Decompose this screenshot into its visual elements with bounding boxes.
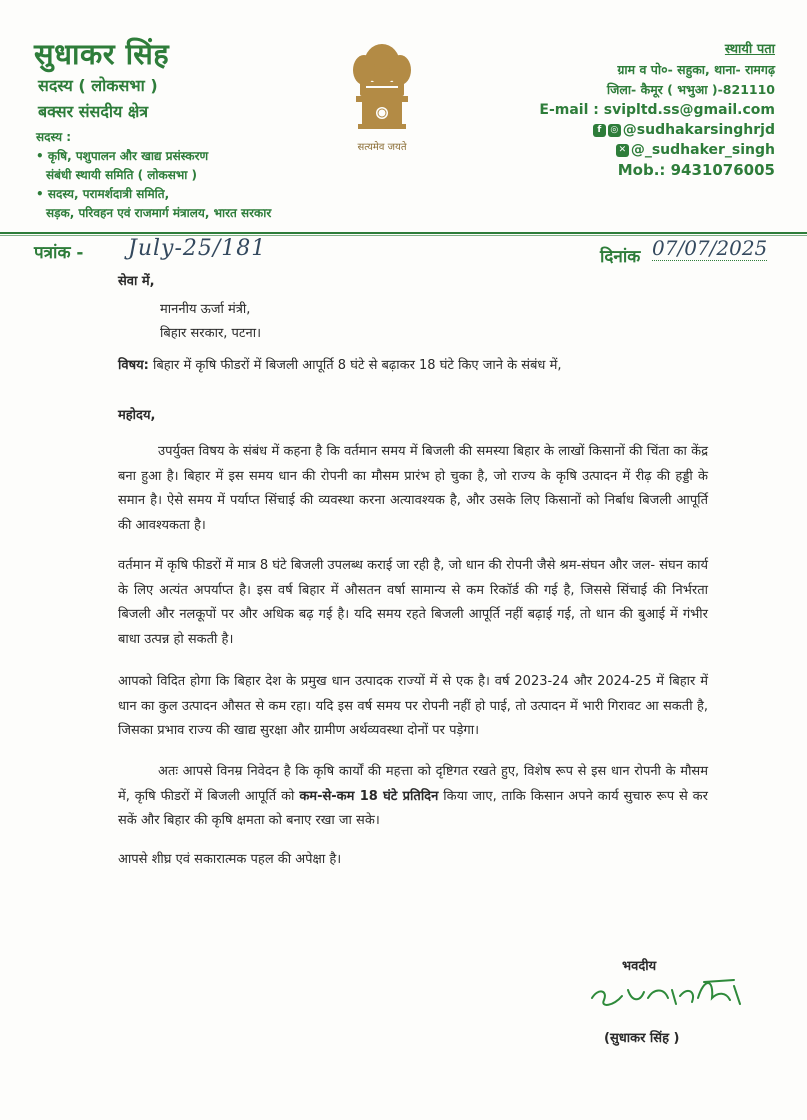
date-label: दिनांक <box>600 247 641 267</box>
national-emblem-icon <box>336 34 428 154</box>
social-handle-facebook-instagram <box>539 120 775 140</box>
permanent-address <box>539 40 775 180</box>
body-paragraph: वर्तमान में कृषि फीडरों में मात्र 8 घंटे बिजली उपलब्ध कराई जा रही है, जो धान की रोपनी जैसे श्रम-संघन और जल- संघन कार्य के लिए अत्यंत अपर्याप्त है। इस वर्ष बिहार में औसतन वर्षा सामान्य से कम रिकॉर्ड की गई है, जिससे सिंचाई की निर्भरता बिजली और नलकूपों पर और अधिक बढ़ गई है। यदि समय रहते बिजली आपूर्ति नहीं बढ़ाई गई, तो धान की बुआई में गंभीर बाधा उत्पन्न हो सकती है। <box>118 558 708 647</box>
member-item: सड़क, परिवहन एवं राजमार्ग मंत्रालय, भारत सरकार <box>46 206 272 220</box>
email-line: E-mail : svipltd.ss@gmail.com <box>539 102 775 118</box>
facebook-instagram-handle: @sudhakarsinghrjd <box>622 122 775 138</box>
recipient-line: बिहार सरकार, पटना। <box>160 326 261 341</box>
member-item: • कृषि, पशुपालन और खाद्य प्रसंस्करण <box>36 149 209 163</box>
body-paragraph: आपसे शीघ्र एवं सकारात्मक पहल की अपेक्षा है। <box>118 852 342 867</box>
instagram-icon: ◎ <box>608 124 621 137</box>
handwritten-signature <box>584 968 754 1018</box>
facebook-icon: f <box>593 124 606 137</box>
x-handle: @_sudhaker_singh <box>630 142 775 158</box>
reference-number: July-25/181 <box>128 236 267 261</box>
address-heading: स्थायी पता <box>724 42 775 57</box>
sender-designation: सदस्य ( लोकसभा ) <box>38 76 158 95</box>
social-handle-x <box>539 140 775 160</box>
body-paragraph: आपको विदित होगा कि बिहार देश के प्रमुख धान उत्पादक राज्यों में से एक है। वर्ष 2023-24 और 2024-25 में बिहार में धान का कुल उत्पादन औसत से कम रहा। यदि इस वर्ष समय पर रोपनी नहीं हो पाई, तो उत्पादन में भारी गिरावट आ सकती है, जिसका प्रभाव राज्य की खाद्य सुरक्षा और ग्रामीण अर्थव्यवस्था दोनों पर पड़ेगा। <box>118 674 708 738</box>
emblem-motto: सत्यमेव जयते <box>357 142 407 153</box>
request-highlight: कम-से-कम 18 घंटे प्रतिदिन <box>299 788 439 804</box>
closing: भवदीय <box>622 959 657 974</box>
sender-name: सुधाकर सिंह <box>34 37 170 71</box>
subject-label: विषय: <box>118 358 149 373</box>
body-paragraph <box>118 760 708 834</box>
x-icon: ✕ <box>616 144 629 157</box>
signer-name: (सुधाकर सिंह ) <box>604 1031 680 1046</box>
member-item: • सदस्य, परामर्शदात्री समिति, <box>36 187 170 201</box>
sender-constituency: बक्सर संसदीय क्षेत्र <box>38 102 149 121</box>
committee-membership <box>36 128 271 223</box>
member-item: संबंधी स्थायी समिति ( लोकसभा ) <box>46 168 198 182</box>
member-label: सदस्य : <box>36 130 72 144</box>
header-divider <box>0 232 807 234</box>
subject-text: बिहार में कृषि फीडरों में बिजली आपूर्ति 8 घंटे से बढ़ाकर 18 घंटे किए जाने के संबंध में, <box>148 358 562 373</box>
address-line: जिला- कैमूर ( भभुआ )-821110 <box>606 82 775 97</box>
request-text: अतः आपसे विनम्र निवेदन है कि कृषि कार्यों की महत्ता को दृष्टिगत रखते हुए, विशेष रूप से इस धान रोपनी के मौसम में, कृषि फीडरों में बिजली आपूर्ति को <box>118 764 708 804</box>
date-value: 07/07/2025 <box>652 236 768 260</box>
body-paragraph: उपर्युक्त विषय के संबंध में कहना है कि वर्तमान समय में बिजली की समस्या बिहार के लाखों किसानों की चिंता का केंद्र बना हुआ है। बिहार में इस समय धान की रोपनी का मौसम प्रारंभ हो चुका है, जो राज्य के कृषि उत्पादन में रीढ़ की हड्डी के समान है। ऐसे समय में पर्याप्त सिंचाई की व्यवस्था करना अत्यावश्यक है, और उसके लिए किसानों को निर्बाध बिजली आपूर्ति की आवश्यकता है। <box>118 444 708 533</box>
subject-line <box>118 354 561 378</box>
reference-label: पत्रांक - <box>34 243 84 263</box>
addressee-heading: सेवा में, <box>118 274 155 289</box>
recipient-line: माननीय ऊर्जा मंत्री, <box>160 302 251 317</box>
mobile-number: Mob.: 9431076005 <box>617 161 775 179</box>
request-text: किया जाए, ताकि किसान अपने कार्य सुचारु रूप से कर सकें और बिहार की कृषि क्षमता को बनाए रखा जा सके। <box>118 788 708 828</box>
address-line: ग्राम व पो०- सहुका, थाना- रामगढ़ <box>617 62 775 77</box>
salutation: महोदय, <box>118 408 156 423</box>
